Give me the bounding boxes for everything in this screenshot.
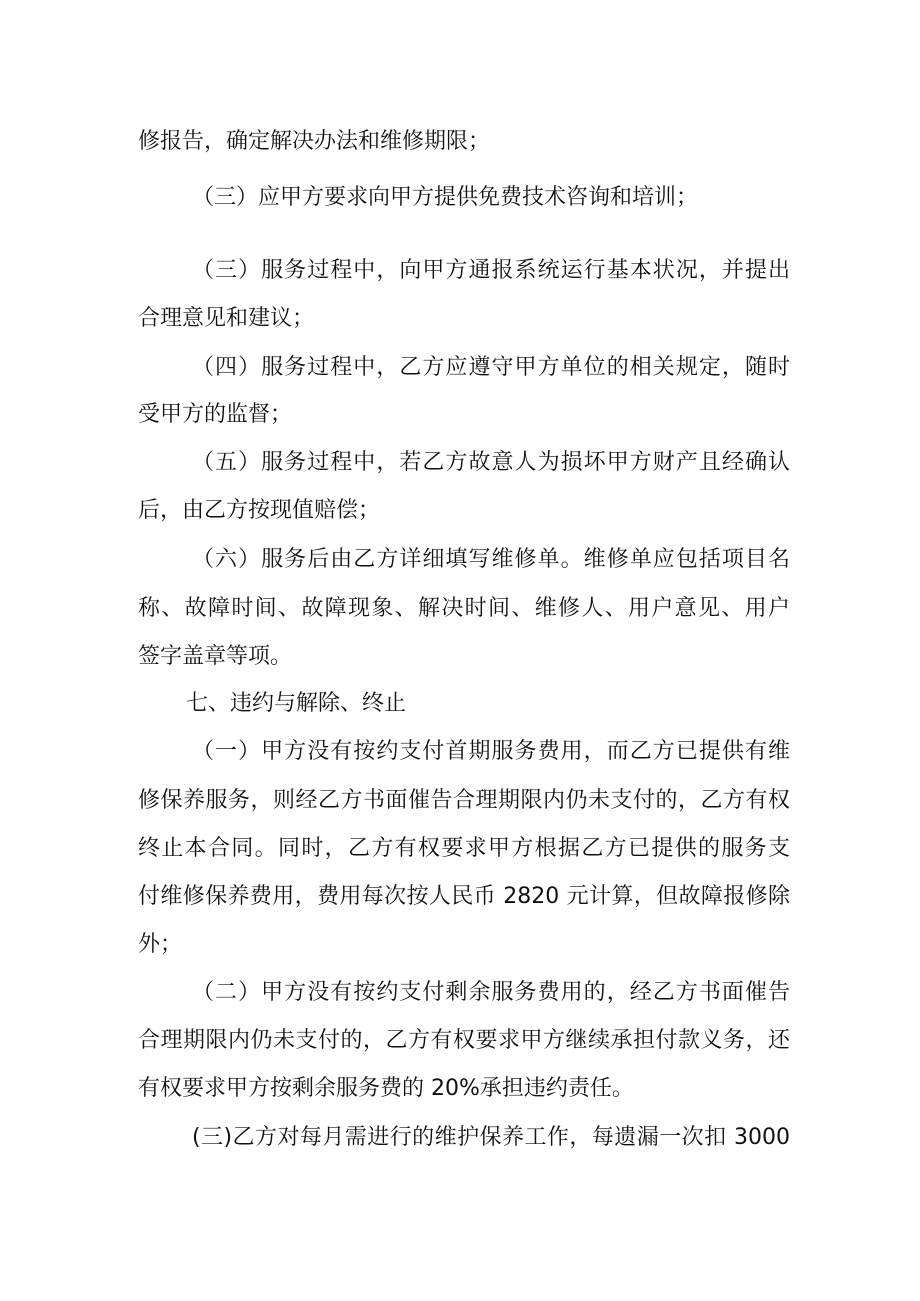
text-line: （三）应甲方要求向甲方提供免费技术咨询和培训； xyxy=(192,185,699,210)
text-line: 外； xyxy=(138,932,183,957)
text-line: 后，由乙方按现值赔偿； xyxy=(138,498,381,523)
text-line: （三）服务过程中，向甲方通报系统运行基本状况，并提出 xyxy=(192,258,790,283)
text-line: （二）甲方没有按约支付剩余服务费用的，经乙方书面催告 xyxy=(192,980,790,1005)
text-line: （一）甲方没有按约支付首期服务费用，而乙方已提供有维 xyxy=(192,739,790,764)
text-line: 合理意见和建议； xyxy=(138,306,315,331)
text-line: 有权要求甲方按剩余服务费的 20%承担违约责任。 xyxy=(138,1076,634,1101)
text-line: (三)乙方对每月需进行的维护保养工作，每遗漏一次扣 3000 xyxy=(192,1125,790,1150)
text-line: 受甲方的监督； xyxy=(138,402,293,427)
text-line: 付维修保养费用，费用每次按人民币 2820 元计算，但故障报修除 xyxy=(138,884,790,909)
text-line: （五）服务过程中，若乙方故意人为损坏甲方财产且经确认 xyxy=(192,450,790,475)
text-line: 称、故障时间、故障现象、解决时间、维修人、用户意见、用户 xyxy=(138,596,790,621)
text-line: （四）服务过程中，乙方应遵守甲方单位的相关规定，随时 xyxy=(192,355,790,380)
text-line: 修保养服务，则经乙方书面催告合理期限内仍未支付的，乙方有权 xyxy=(138,788,790,813)
text-line: 合理期限内仍未支付的，乙方有权要求甲方继续承担付款义务，还 xyxy=(138,1028,790,1053)
section-heading: 七、违约与解除、终止 xyxy=(186,691,407,716)
text-line: 终止本合同。同时，乙方有权要求甲方根据乙方已提供的服务支 xyxy=(138,836,790,861)
text-line: （六）服务后由乙方详细填写维修单。维修单应包括项目名 xyxy=(192,547,790,572)
text-line: 修报告，确定解决办法和维修期限； xyxy=(138,129,491,154)
text-line: 签字盖章等项。 xyxy=(138,644,293,669)
